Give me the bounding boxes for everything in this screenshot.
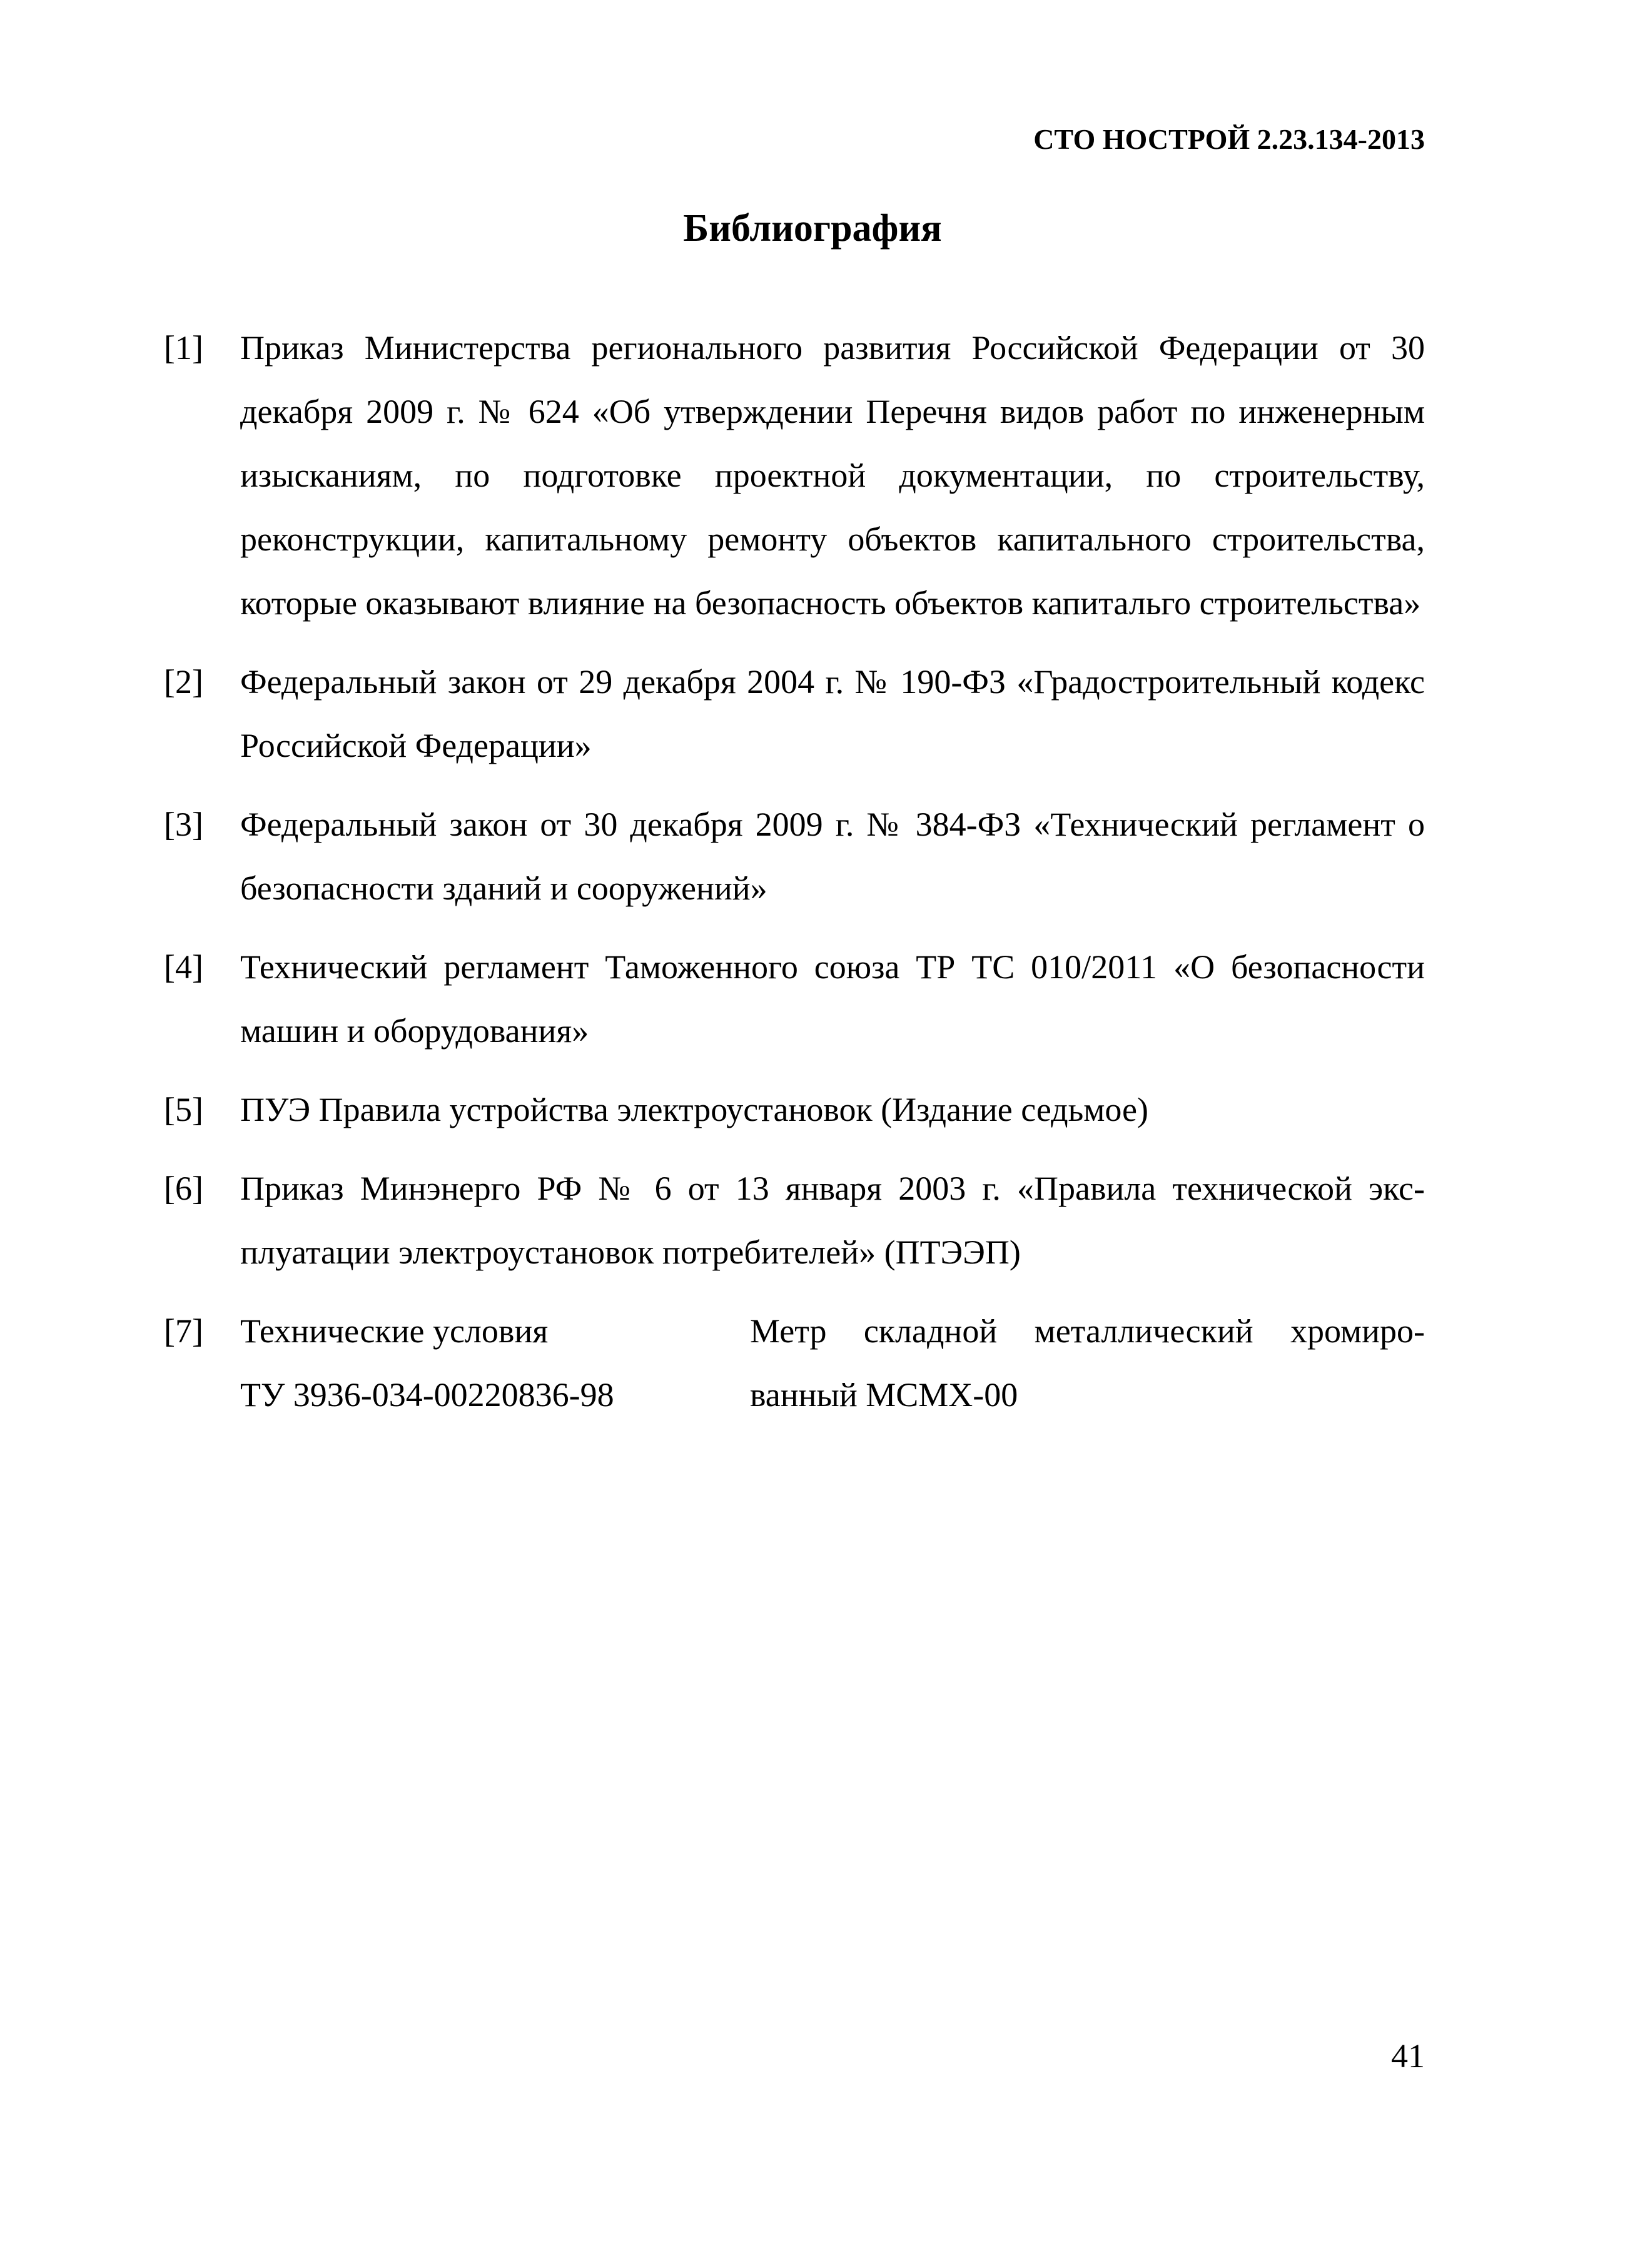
bibliography-list	[164, 316, 1425, 1442]
entry-number: [1]	[164, 329, 203, 367]
bibliography-entry-1	[164, 316, 1425, 635]
bibliography-entry-3	[164, 792, 1425, 920]
entry-document-designation	[240, 1299, 750, 1427]
entry-text: Приказ Минэнерго РФ № 6 от 13 января 2003 г. «Правила технической эксплуатации электроустановок потребителей» (ПТЭЭП)	[240, 1170, 1425, 1271]
bibliography-entry-7	[164, 1299, 1425, 1427]
entry-text: Приказ Министерства регионального развития Российской Федерации от 30 декабря 2009 г. № 624 «Об утверждении Перечня видов работ по инженерным изысканиям, по подготовке проектной документации, по строительству, реконструкции, капитальному ремонту объектов капитального строительства, которые оказывают влияние на безопасность объектов капитальго строительства»	[240, 329, 1425, 622]
page-title: Библиография	[683, 207, 942, 250]
entry-document-title: Метр складной металлический хромированный МСМХ-00	[750, 1312, 1425, 1414]
entry-text: Технический регламент Таможенного союза ТР ТС 010/2011 «О безопасности машин и оборудования»	[240, 948, 1425, 1050]
entry-number: [2]	[164, 663, 203, 701]
entry-number: [5]	[164, 1091, 203, 1128]
entry-text: Федеральный закон от 29 декабря 2004 г. № 190-ФЗ «Градостроительный кодекс Российской Федерации»	[240, 663, 1425, 764]
entry-number: [6]	[164, 1170, 203, 1207]
bibliography-entry-5	[164, 1078, 1425, 1142]
document-code: СТО НОСТРОЙ 2.23.134-2013	[1033, 123, 1425, 155]
entry-document-code: ТУ 3936-034-00220836-98	[240, 1376, 614, 1414]
entry-two-column	[240, 1299, 1425, 1427]
entry-number: [4]	[164, 948, 203, 986]
entry-document-type: Технические условия	[240, 1312, 549, 1350]
bibliography-entry-2	[164, 650, 1425, 777]
bibliography-entry-6	[164, 1157, 1425, 1284]
entry-text: ПУЭ Правила устройства электроустановок (Издание седьмое)	[240, 1091, 1148, 1128]
entry-text: Федеральный закон от 30 декабря 2009 г. № 384-ФЗ «Технический регламент о безопасности зданий и сооружений»	[240, 806, 1425, 907]
entry-number: [3]	[164, 806, 203, 843]
entry-number: [7]	[164, 1312, 203, 1350]
page-number: 41	[1391, 2037, 1425, 2075]
bibliography-entry-4	[164, 935, 1425, 1063]
